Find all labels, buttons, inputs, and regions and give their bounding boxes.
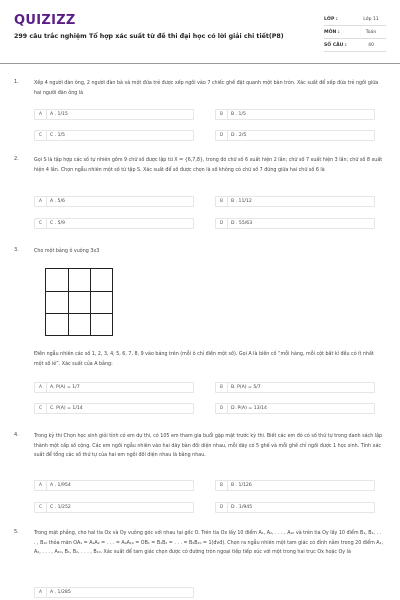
option-letter: D (216, 404, 228, 413)
meta-row-subject (324, 26, 386, 39)
option-letter: C (35, 503, 47, 512)
meta-value: 40 (368, 42, 374, 48)
option-letter: A (35, 383, 47, 392)
option-text: C . 1/5 (50, 133, 65, 138)
option-c[interactable] (34, 130, 194, 141)
meta-row-class (324, 13, 386, 26)
grid-line (90, 269, 91, 335)
quizizz-logo: QUIZIZZ (14, 13, 76, 28)
option-letter: C (35, 219, 47, 228)
option-letter: D (216, 219, 228, 228)
meta-label: LỚP : (324, 16, 338, 22)
meta-row-count (324, 39, 386, 52)
question-number: 1. (14, 79, 19, 85)
option-text: C . 5/9 (50, 221, 65, 226)
option-d[interactable] (215, 130, 375, 141)
option-text: A. P(A) = 1/7 (50, 385, 80, 390)
option-letter: A (35, 588, 47, 597)
option-text: B . 1/5 (231, 112, 246, 117)
option-a[interactable] (34, 196, 194, 207)
question-number: 4. (14, 432, 19, 438)
option-a[interactable] (34, 109, 194, 120)
option-letter: C (35, 131, 47, 140)
option-a[interactable] (34, 587, 194, 598)
grid-3x3 (45, 268, 113, 336)
option-b[interactable] (215, 382, 375, 393)
option-c[interactable] (34, 218, 194, 229)
option-text: A . 5/6 (50, 199, 65, 204)
meta-label: SỐ CÂU : (324, 42, 347, 48)
header-divider (0, 63, 400, 64)
option-a[interactable] (34, 480, 194, 491)
option-letter: A (35, 197, 47, 206)
question-number: 2. (14, 156, 19, 162)
option-text: C. P(A) = 1/14 (50, 406, 83, 411)
option-text: B. P(A) = 5/7 (231, 385, 261, 390)
option-b[interactable] (215, 196, 375, 207)
question-text: Cho một bảng ô vuông 3x3 (34, 249, 100, 254)
option-letter: C (35, 404, 47, 413)
option-b[interactable] (215, 109, 375, 120)
option-letter: B (216, 197, 228, 206)
option-d[interactable] (215, 218, 375, 229)
meta-label: MÔN : (324, 29, 340, 35)
option-letter: B (216, 383, 228, 392)
meta-value: Toán (365, 29, 377, 35)
question-number: 3. (14, 247, 19, 253)
option-c[interactable] (34, 502, 194, 513)
option-d[interactable] (215, 502, 375, 513)
grid-line (46, 313, 112, 314)
option-letter: D (216, 503, 228, 512)
option-b[interactable] (215, 480, 375, 491)
grid-line (68, 269, 69, 335)
option-text: B . 11/12 (231, 199, 252, 204)
option-text: A . 1/285 (50, 590, 71, 595)
question-text: Điền ngẫu nhiên các số 1, 2, 3, 4, 5, 6, 7, 8, 9 vào bảng trên (mỗi ô chỉ điền một số). Gọi A là biến cố “mỗi hàng, mỗi cột bất kì đều có ít nhất một số lẻ”. Xác suất của A bằng: (34, 352, 374, 367)
option-letter: D (216, 131, 228, 140)
option-text: D . 2/5 (231, 133, 247, 138)
option-text: B . 1/126 (231, 483, 252, 488)
question-number: 5. (14, 529, 19, 535)
meta-value: Lớp 11 (363, 16, 379, 22)
option-letter: A (35, 481, 47, 490)
grid-line (46, 291, 112, 292)
question-text: Trong kỳ thi Chọn học sinh giỏi tỉnh có em dự thi, có 105 em tham gia buổi gặp mặt trước kỳ thi. Biết các em đó có số thứ tự trong danh sách lập thành một cấp số cộng. Các em ngồi ngẫu nhiên vào hai dãy bàn đối diện nhau, mỗi dãy có 5 ghế và mỗi ghế chỉ ngồi được 1 học sinh. Tính xác suất để tổng các số thứ tự của hai em ngồi đối diện nhau là bằng nhau. (34, 434, 383, 458)
question-text: Gọi S là tập hợp các số tự nhiên gồm 9 chữ số được lập từ X = {6,7,8}, trong đó chữ số 6 xuất hiện 2 lần; chữ số 7 xuất hiện 3 lần; chữ số 8 xuất hiện 4 lần. Chọn ngẫu nhiên một số từ tập S. Xác suất để số được chọn là số không có chữ số 7 đứng giữa hai chữ số 6 là (34, 158, 383, 173)
option-text: D . 1/945 (231, 505, 253, 510)
option-letter: B (216, 481, 228, 490)
header (0, 0, 400, 66)
option-text: D. P(A) = 13/14 (231, 406, 267, 411)
option-letter: B (216, 110, 228, 119)
worksheet-title: 299 câu trắc nghiệm Tổ hợp xác suất từ đề thi đại học có lời giải chi tiết(P8) (14, 33, 284, 40)
question-text: Xếp 4 người đàn ông, 2 người đàn bà và một đứa trẻ được xếp ngồi vào 7 chiếc ghế đặt quanh một bàn tròn. Xác suất để xếp đứa trẻ ngồi giữa hai người đàn ông là (34, 81, 379, 96)
option-c[interactable] (34, 403, 194, 414)
option-text: D . 55/63 (231, 221, 253, 226)
option-a[interactable] (34, 382, 194, 393)
option-d[interactable] (215, 403, 375, 414)
option-text: A . 1/954 (50, 483, 71, 488)
option-text: C . 1/252 (50, 505, 71, 510)
option-letter: A (35, 110, 47, 119)
question-text: Trong mặt phẳng, cho hai tia Ox và Oy vuông góc với nhau tại gốc O. Trên tia Ox lấy 10 điểm A₁, A₂, . . . , A₁₀ và trên tia Oy lấy 10 điểm B₁, B₂, . . . , B₁₀ thỏa mãn OA₁ = A₁A₂ = . . . = A₉A₁₀ = OB₁ = B₁B₂ = . . . = B₉B₁₀ = 1(đvđ). Chọn ra ngẫu nhiên một tam giác có đỉnh nằm trong 20 điểm A₁, A₂, . . . , A₁₀, B₁, B₂, . . . , B₁₀. Xác suất để tam giác chọn được có đường tròn ngoại tiếp tiếp xúc với một trong hai trục Ox hoặc Oy là (34, 531, 384, 555)
meta-table (324, 13, 386, 52)
option-text: A . 1/15 (50, 112, 68, 117)
